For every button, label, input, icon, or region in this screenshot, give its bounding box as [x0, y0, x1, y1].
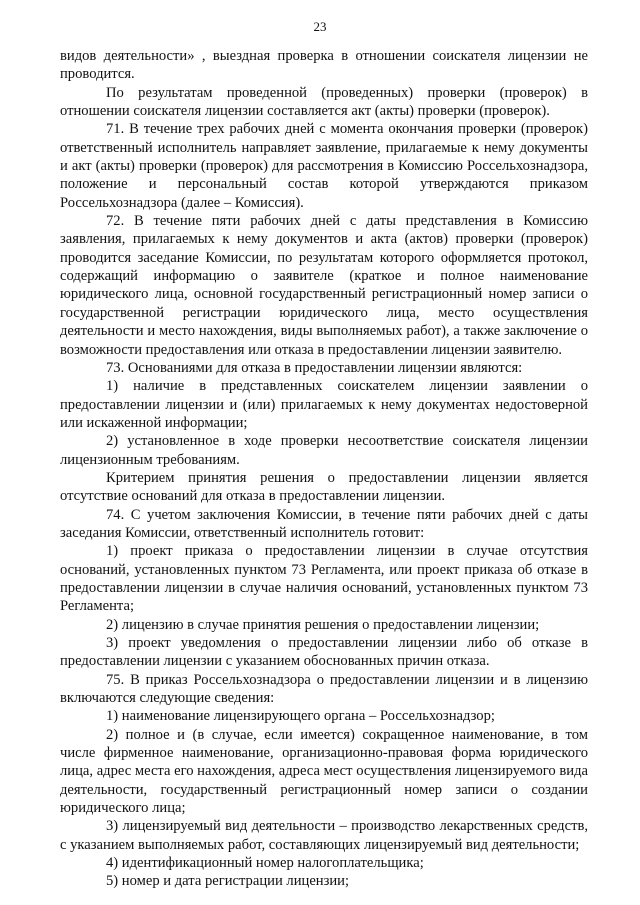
paragraph-71: 71. В течение трех рабочих дней с момента окончания проверки (проверок) ответственный исполнитель направляет заявление, прилагаемые к нему документы и акт (акты) проверки (проверок) для рассмотрения в Комиссию Россельхознадзора, положение и персональный состав которой утверждаются приказом Россельхознадзора (далее – Комиссия). [60, 121, 588, 211]
paragraph-74-item-3: 3) проект уведомления о предоставлении лицензии либо об отказе в предоставлении лицензии с указанием обоснованных причин отказа. [60, 635, 588, 670]
paragraph-75-item-4: 4) идентификационный номер налогоплательщика; [106, 855, 424, 872]
paragraph-73-item-1: 1) наличие в представленных соискателем лицензии заявлении о предоставлении лицензии и (или) прилагаемых к нему документах недостоверной или искаженной информации; [60, 378, 588, 431]
paragraph-75-item-2: 2) полное и (в случае, если имеется) сокращенное наименование, в том числе фирменное наименование, организационно-правовая форма юридического лица, адрес места его нахождения, адреса мест осуществления лицензируемого вида деятельности, государственный регистрационный номер записи о создании юридического лица; [60, 726, 588, 817]
paragraph-continuation: видов деятельности» , выездная проверка в отношении соискателя лицензии не проводится. [60, 48, 588, 83]
paragraph-74-item-1: 1) проект приказа о предоставлении лицензии в случае отсутствия оснований, установленных пунктом 73 Регламента, или проект приказа об отказе в предоставлении лицензии в случае наличия оснований, установленных пунктом 73 Регламента; [60, 543, 588, 615]
paragraph-inspection-act: По результатам проведенной (проведенных) проверки (проверок) в отношении соискателя лицензии составляется акт (акты) проверки (проверок). [60, 84, 588, 120]
paragraph-73: 73. Основаниями для отказа в предоставлении лицензии являются: [106, 359, 523, 376]
page-number: 23 [313, 19, 327, 34]
paragraph-75-item-5: 5) номер и дата регистрации лицензии; [106, 873, 350, 890]
paragraph-75-item-1: 1) наименование лицензирующего органа – Россельхознадзор; [106, 708, 495, 725]
paragraph-75-item-3: 3) лицензируемый вид деятельности – производство лекарственных средств, с указанием выполняемых работ, составляющих лицензируемый вид деятельности; [60, 818, 588, 853]
paragraph-decision-criterion: Критерием принятия решения о предоставлении лицензии является отсутствие оснований для отказа в предоставлении лицензии. [60, 469, 588, 505]
paragraph-74: 74. С учетом заключения Комиссии, в течение пяти рабочих дней с даты заседания Комиссии, ответственный исполнитель готовит: [60, 506, 588, 541]
paragraph-75: 75. В приказ Россельхознадзора о предоставлении лицензии и в лицензию включаются следующие сведения: [60, 671, 588, 707]
document-body [60, 47, 588, 891]
paragraph-72: 72. В течение пяти рабочих дней с даты представления в Комиссию заявления, прилагаемых к нему документов и акта (актов) проверки (проверок) проводится заседание Комиссии, по результатам которого оформляется протокол, содержащий информацию о заявителе (краткое и полное наименование юридического лица, основной государственный регистрационный номер записи о государственной регистрации юридического лица, место осуществления деятельности и место нахождения, виды выполняемых работ), а также заключение о возможности предоставления или отказа в предоставлении лицензии заявителю. [60, 213, 588, 358]
paragraph-73-item-2: 2) установленное в ходе проверки несоответствие соискателя лицензии лицензионным требованиям. [60, 433, 588, 468]
paragraph-74-item-2: 2) лицензию в случае принятия решения о предоставлении лицензии; [106, 616, 540, 633]
